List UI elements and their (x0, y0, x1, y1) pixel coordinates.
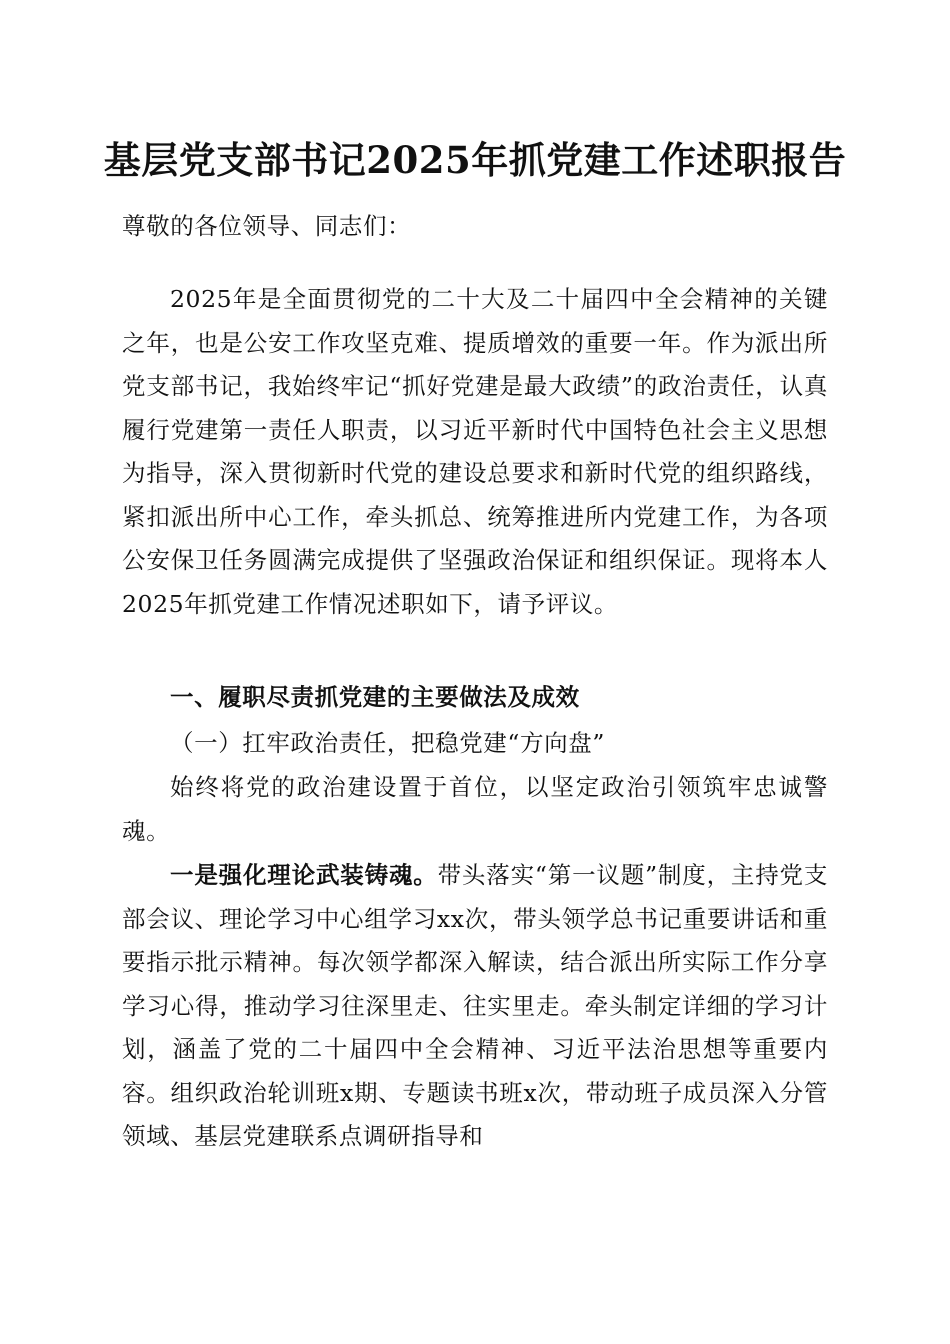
paragraph-theory-study (122, 854, 828, 1159)
paragraph-intro: 2025年是全面贯彻党的二十大及二十届四中全会精神的关键之年，也是公安工作攻坚克难、提质增效的重要一年。作为派出所党支部书记，我始终牢记“抓好党建是最大政绩”的政治责任，认真履行党建第一责任人职责，以习近平新时代中国特色社会主义思想为指导，深入贯彻新时代党的建设总要求和新时代党的组织路线，紧扣派出所中心工作，牵头抓总、统筹推进所内党建工作，为各项公安保卫任务圆满完成提供了坚强政治保证和组织保证。现将本人2025年抓党建工作情况述职如下，请予评议。 (122, 285, 828, 618)
paragraph-lead: 一是强化理论武装铸魂。 (170, 861, 438, 889)
document-title: 基层党支部书记2025年抓党建工作述职报告 (103, 138, 847, 182)
paragraph-body: 带头落实“第一议题”制度，主持党支部会议、理论学习中心组学习xx次，带头领学总书记重要讲话和重要指示批示精神。每次领学都深入解读，结合派出所实际工作分享学习心得，推动学习往深里走、往实里走。牵头制定详细的学习计划，涵盖了党的二十届四中全会精神、习近平法治思想等重要内容。组织政治轮训班x期、专题读书班x次，带动班子成员深入分管领域、基层党建联系点调研指导和 (122, 861, 828, 1150)
subsection-heading-1: （一）扛牢政治责任，把稳党建“方向盘” (170, 729, 605, 757)
salutation: 尊敬的各位领导、同志们： (122, 212, 412, 240)
section-heading-1: 一、履职尽责抓党建的主要做法及成效 (170, 683, 580, 711)
paragraph-political-building: 始终将党的政治建设置于首位，以坚定政治引领筑牢忠诚警魂。 (122, 773, 828, 845)
